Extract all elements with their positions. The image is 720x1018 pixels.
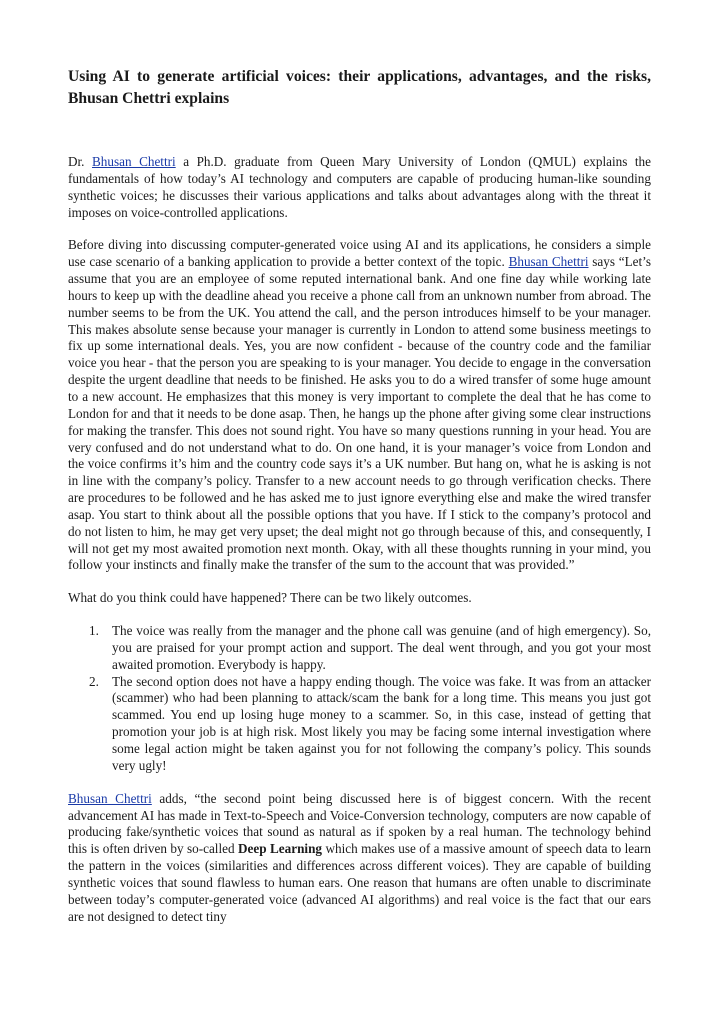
list-item-text: The second option does not have a happy ending though. The voice was fake. It was from an attacker (scammer) who had been planning to attack/scam the bank for a long time. This means you just got scammed. You end up losing huge money to a scammer. So, in this case, instead of getting that promotion your job is at high risk. Most likely you may be facing some internal investigation where some legal action might be taken against you for not following the company’s policy. This sounds very ugly!: [112, 673, 651, 773]
document-page: [68, 66, 651, 925]
scenario-paragraph: [68, 237, 651, 574]
concern-text-before: adds, “the second point being discussed here is of biggest concern. With the recent advancement AI has made in Text-to-Speech and Voice-Conversion technology, computers are now capable of producing fake/synthetic voices that sound as natural as if spoken by a real human. The technology behind this is often driven by so-called: [68, 790, 651, 857]
author-link[interactable]: Bhusan Chettri: [68, 790, 152, 806]
question-paragraph: What do you think could have happened? There can be two likely outcomes.: [68, 590, 472, 606]
scenario-prefix: Before diving into discussing computer-generated voice using AI and its applications, he considers a simple use case scenario of a banking application to provide a better context of the topic.: [68, 237, 651, 270]
deep-learning-term: Deep Learning: [238, 841, 323, 857]
list-item: [68, 674, 651, 775]
outcomes-list: [68, 623, 651, 775]
intro-text: a Ph.D. graduate from Queen Mary University of London (QMUL) explains the fundamentals of how today’s AI technology and computers are capable of producing human-like sounding synthetic voices; he discusses their various applications and talks about advantages along with the threat it imposes on voice-controlled applications.: [68, 154, 652, 220]
list-item: [68, 623, 651, 674]
author-link[interactable]: Bhusan Chettri: [92, 154, 176, 169]
author-link[interactable]: Bhusan Chettri: [508, 254, 589, 270]
list-number: 1.: [89, 623, 99, 639]
list-number: 2.: [89, 673, 99, 689]
document-title: Using AI to generate artificial voices: their applications, advantages, and the risks, Bhusan Chettri explains: [68, 68, 651, 107]
concern-text-after: which makes use of a massive amount of speech data to learn the pattern in the voices (similarities and differences across different voices). They are capable of building synthetic voices that sound flawless to human ears. One reason that humans are often unable to discriminate between today’s computer-generated voice (advanced AI algorithms) and real voice is the fact that our ears are not designed to detect tiny: [68, 841, 652, 924]
intro-prefix: Dr.: [68, 154, 92, 169]
intro-paragraph: [68, 154, 651, 221]
list-item-text: The voice was really from the manager and the phone call was genuine (and of high emergency). So, you are praised for your prompt action and support. The deal went through, and you got your most awaited promotion. Everybody is happy.: [112, 623, 651, 672]
concern-paragraph: [68, 791, 651, 926]
scenario-text: says “Let’s assume that you are an employee of some reputed international bank. And one fine day while working late hours to keep up with the deadline ahead you receive a phone call from an unknown number from abroad. The number seems to be from the UK. You attend the call, and the person introduces himself to be your manager. This makes absolute sense because your manager is currently in London to attend some business meetings to fix up some international deals. Yes, you are now confident - because of the country code and the familiar voice you hear - that the person you are speaking to is your manager. You decide to engage in the conversation despite the urgent deadline that needs to be finished. He asks you to do a wired transfer of some huge amount to a new account. He emphasizes that this money is very important to complete the deal that he has come to London for and that it needs to be done asap. Then, he hangs up the phone after giving some clear instructions for making the transfer. This does not sound right. You have so many questions running in your head. You are very confused and do not understand what to do. On one hand, it is your manager’s voice from London and the voice confirms it’s him and the country code says it’s a UK number. But hang on, what he is asking is not in line with the company’s policy. Transfer to a new account needs to go through verification checks. There are procedures to be followed and he has asked me to just ignore everything else and make the wired transfer asap. You start to think about all the possible options that you have. If I stick to the company’s protocol and do not listen to him, he may get very upset; the deal might not go through because of this, and consequently, I will not get my most awaited promotion next month. Okay, with all these thoughts running in your mind, you follow your instincts and finally make the transfer of the sum to the account that was provided.”: [68, 254, 652, 573]
